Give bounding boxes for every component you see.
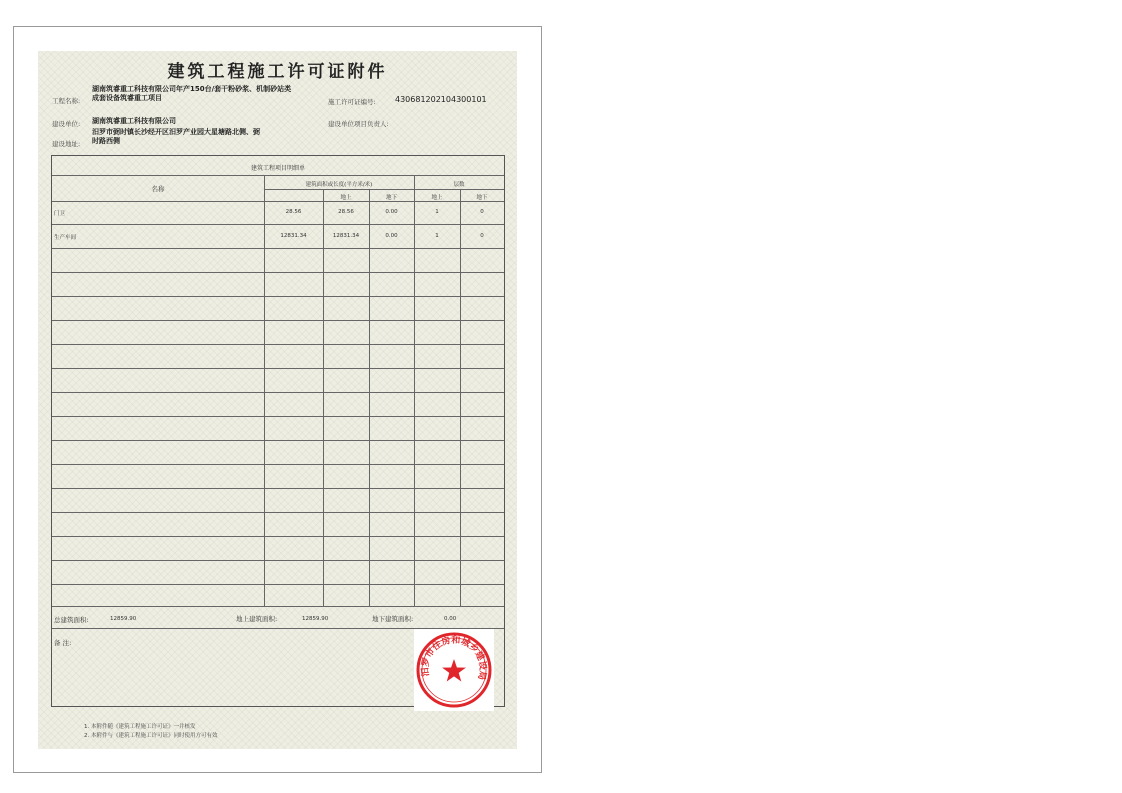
below-area-value: 0.00 (444, 616, 457, 622)
builder-label: 建设单位: (52, 120, 81, 128)
table-cell-floors-above: 1 (435, 233, 439, 239)
header-area-below: 地下 (385, 195, 397, 201)
builder-pm-label: 建设单位项目负责人: (328, 120, 389, 128)
project-name-line2: 成套设备筑睿重工项目 (92, 94, 162, 102)
project-detail-table (51, 155, 505, 707)
address-line1: 汨罗市弼时镇长沙经开区汨罗产业园大星塘路北侧、弼 (92, 128, 260, 136)
total-area-value: 12859.90 (110, 616, 137, 622)
above-area-label: 地上建筑面积: (236, 615, 278, 623)
builder-value: 湖南筑睿重工科技有限公司 (92, 117, 176, 125)
note-2: 2. 本附件与《建筑工程施工许可证》同时使用方可有效 (84, 733, 218, 739)
remarks-label: 备 注: (54, 639, 72, 647)
note-1: 1. 本附件随《建筑工程施工许可证》一并核发 (84, 724, 196, 730)
table-cell-name: 门卫 (54, 211, 66, 217)
table-cell-below: 0.00 (385, 233, 398, 239)
official-seal (414, 629, 494, 711)
address-label: 建设地址: (52, 140, 81, 148)
header-area-above: 地上 (340, 195, 352, 201)
total-area-label: 总建筑面积: (54, 616, 89, 624)
address-line2: 时路西侧 (92, 137, 120, 145)
project-name-label: 工程名称: (52, 97, 81, 105)
header-area-group: 建筑面积或长度(平方米/米) (305, 182, 373, 188)
project-name-line1: 湖南筑睿重工科技有限公司年产150台/套干粉砂浆、机制砂站类 (92, 85, 292, 93)
header-floors-below: 地下 (476, 195, 488, 201)
above-area-value: 12859.90 (302, 616, 329, 622)
below-area-label: 地下建筑面积: (372, 615, 414, 623)
header-floors: 层数 (453, 182, 465, 188)
header-name: 名称 (151, 185, 165, 193)
table-cell-area: 28.56 (285, 209, 302, 215)
table-cell-above: 12831.34 (332, 233, 360, 239)
table-caption: 建筑工程项目明细单 (250, 165, 305, 172)
table-cell-name: 生产车间 (54, 235, 77, 241)
permit-no: 430681202104300101 (395, 95, 487, 104)
table-cell-area: 12831.34 (280, 233, 307, 239)
header-floors-above: 地上 (431, 195, 443, 201)
table-cell-floors-below: 0 (480, 233, 484, 239)
permit-attachment-paper (38, 51, 517, 749)
table-cell-above: 28.56 (338, 209, 354, 215)
table-cell-below: 0.00 (385, 209, 398, 215)
seal-text: 汨罗市住房和城乡建设局 (420, 635, 488, 681)
document-title: 建筑工程施工许可证附件 (167, 62, 388, 82)
table-cell-floors-above: 1 (435, 209, 439, 215)
table-cell-floors-below: 0 (480, 209, 484, 215)
permit-no-label: 施工许可证编号: (328, 98, 376, 106)
